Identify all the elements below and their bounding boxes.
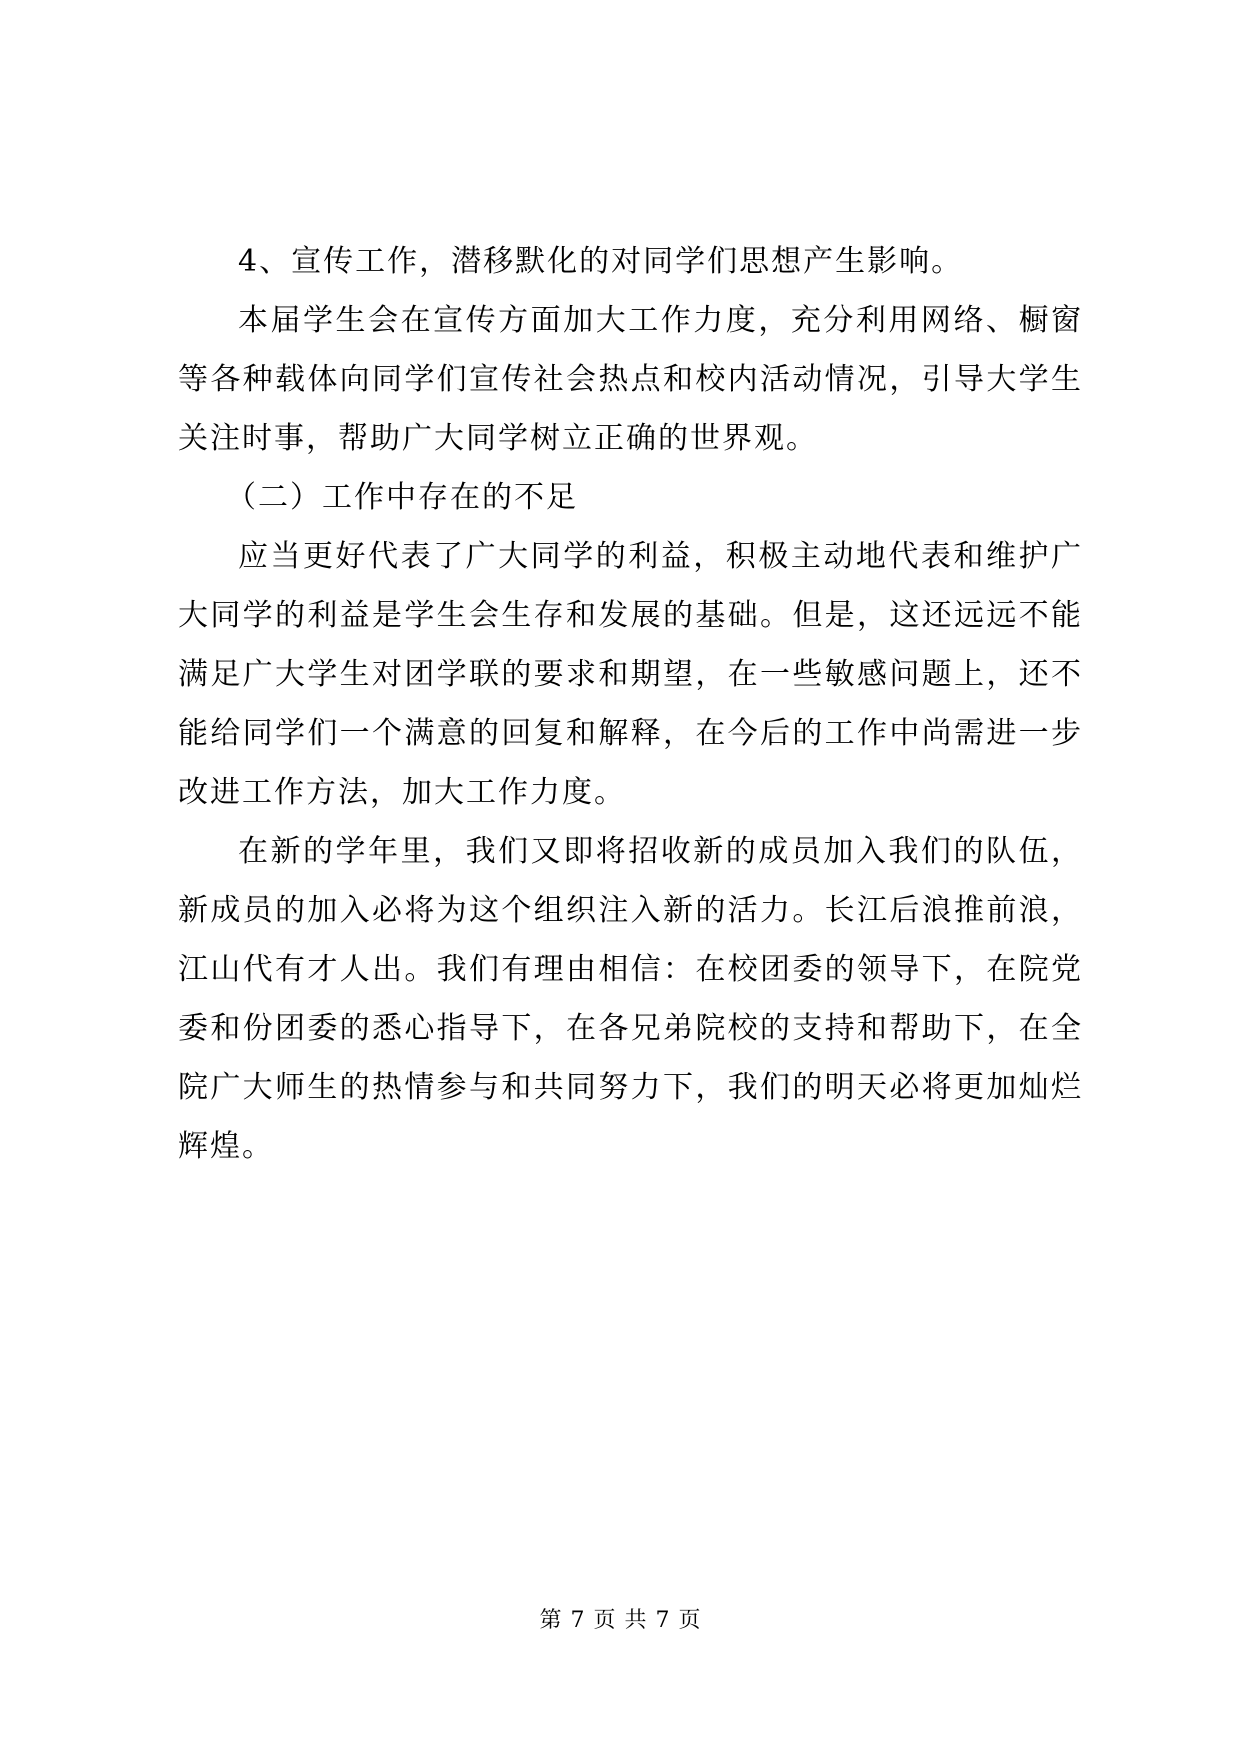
paragraph-publicity-heading: 4、宣传工作，潜移默化的对同学们思想产生影响。 xyxy=(238,244,964,279)
paragraph-publicity-body: 本届学生会在宣传方面加大工作力度，充分利用网络、橱窗等各种载体向同学们宣传社会热点和校内活动情况，引导大学生关注时事，帮助广大同学树立正确的世界观。 xyxy=(178,303,1083,456)
page-number-footer: 第 7 页 共 7 页 xyxy=(539,1608,702,1633)
paragraph-outlook: 在新的学年里，我们又即将招收新的成员加入我们的队伍，新成员的加入必将为这个组织注入新的活力。长江后浪推前浪，江山代有才人出。我们有理由相信：在校团委的领导下，在院党委和份团委的悉心指导下，在各兄弟院校的支持和帮助下，在全院广大师生的热情参与和共同努力下，我们的明天必将更加灿烂辉煌。 xyxy=(178,834,1083,1164)
document-body xyxy=(178,232,1083,1176)
section-heading-shortcomings: （二）工作中存在的不足 xyxy=(226,480,578,515)
paragraph-shortcomings-body: 应当更好代表了广大同学的利益，积极主动地代表和维护广大同学的利益是学生会生存和发展的基础。但是，这还远远不能满足广大学生对团学联的要求和期望，在一些敏感问题上，还不能给同学们一个满意的回复和解释，在今后的工作中尚需进一步改进工作方法，加大工作力度。 xyxy=(178,539,1083,810)
